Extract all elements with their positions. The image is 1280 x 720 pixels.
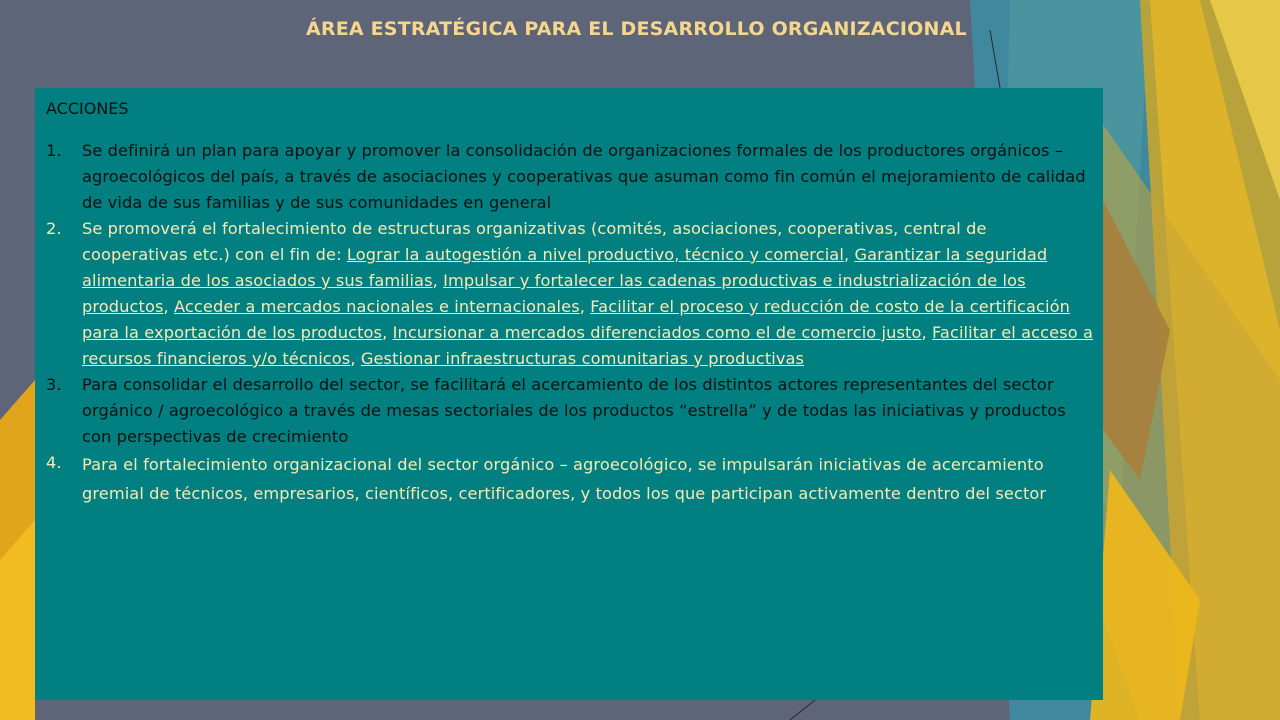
separator: , [921,323,932,342]
separator: , [382,323,393,342]
link-autogestion[interactable]: Lograr la autogestión a nivel productivo, técnico y comercial [346,245,844,264]
separator: , [579,297,591,316]
link-certificacion[interactable]: Facilitar el proceso y reducción de costo de la certificación para la exportación de los productos [82,297,1070,342]
link-comercio-justo[interactable]: Incursionar a mercados diferenciados como el de comercio justo [392,323,922,342]
link-mercados-nacionales[interactable]: Acceder a mercados nacionales e internacionales [174,297,580,316]
action-number: 1. [46,141,62,160]
action-item-2 [46,216,1093,372]
action-item-3 [46,372,1093,450]
action-number: 2. [46,219,62,238]
link-cadenas-productivas[interactable]: Impulsar y fortalecer las cadenas productivas e industrialización de los productos [82,271,1026,316]
action-text: Se definirá un plan para apoyar y promover la consolidación de organizaciones formales de los productores orgánicos – agroecológicos del país, a través de asociaciones y cooperativas que asuman como fin común el mejoramiento de calidad de vida de sus familias y de sus comunidades en general [82,141,1086,212]
action-intro: Se promoverá el fortalecimiento de estructuras organizativas (comités, asociaciones, cooperativas, central de cooperativas etc.) con el fin de: [82,219,987,264]
separator: , [350,349,361,368]
link-seguridad-alimentaria[interactable]: Garantizar la seguridad alimentaria de los asociados y sus familias [82,245,1048,290]
action-text: Para consolidar el desarrollo del sector, se facilitará el acercamiento de los distintos actores representantes del sector orgánico / agroecológico a través de mesas sectoriales de los productos “estrella” y de todas las iniciativas y productos con perspectivas de crecimiento [82,375,1066,446]
actions-heading: ACCIONES [46,99,129,118]
action-number: 4. [46,453,62,472]
action-item-4 [46,450,1093,508]
separator: , [843,245,855,264]
action-text: Para el fortalecimiento organizacional del sector orgánico – agroecológico, se impulsarán iniciativas de acercamiento gremial de técnicos, empresarios, científicos, certificadores, y todos los que participan activamente dentro del sector [82,455,1047,503]
actions-panel [35,88,1103,700]
separator: , [432,271,444,290]
actions-list [46,138,1093,508]
link-recursos-financieros[interactable]: Facilitar el acceso a recursos financieros y/o técnicos [82,323,1093,368]
action-number: 3. [46,375,62,394]
separator: , [163,297,174,316]
slide-title: ÁREA ESTRATÉGICA PARA EL DESARROLLO ORGANIZACIONAL [306,18,967,40]
link-infraestructuras[interactable]: Gestionar infraestructuras comunitarias y productivas [360,349,805,368]
action-item-1 [46,138,1093,216]
